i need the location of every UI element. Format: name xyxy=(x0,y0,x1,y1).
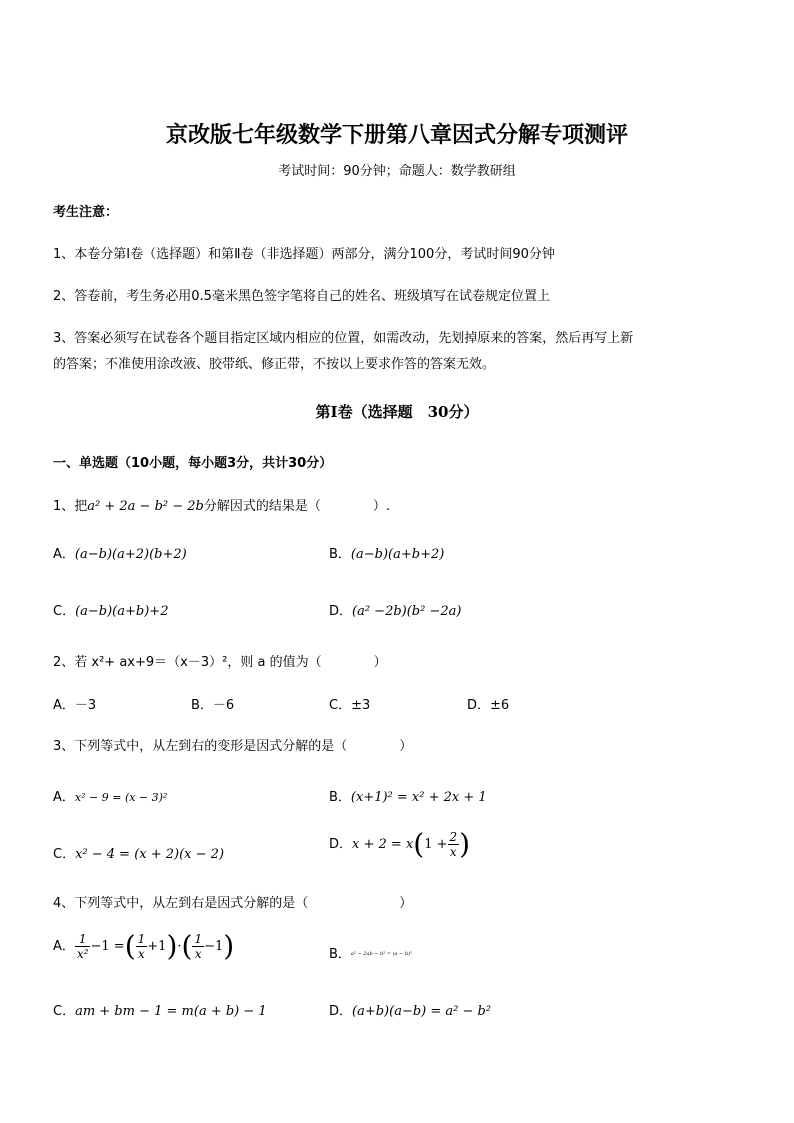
q3-option-c[interactable] xyxy=(53,843,224,862)
q4-option-b[interactable] xyxy=(329,943,412,962)
option-label: C． xyxy=(53,604,76,619)
denominator: x² xyxy=(76,947,89,961)
question-1-suffix: 分解因式的结果是（ ）. xyxy=(203,499,391,514)
option-label: C． xyxy=(53,847,76,862)
multiply-dot: · xyxy=(177,939,182,954)
option-label: B． xyxy=(329,947,351,962)
q2-option-c[interactable]: C．±3 xyxy=(329,698,371,713)
option-label: A． xyxy=(53,939,75,954)
fraction-one-over-x-squared xyxy=(75,932,91,961)
denominator: x xyxy=(449,845,457,859)
question-3: 3、下列等式中，从左到右的变形是因式分解的是（ ） xyxy=(53,739,413,754)
fraction-one-over-x xyxy=(136,932,148,961)
notice-item-1: 1、本卷分第Ⅰ卷（选择题）和第Ⅱ卷（非选择题）两部分，满分100分，考试时间90分钟 xyxy=(53,247,555,262)
q4-option-d[interactable] xyxy=(329,1000,491,1019)
part-heading: 一、单选题（10小题，每小题3分，共计30分） xyxy=(53,456,333,471)
left-paren: ( xyxy=(181,929,193,963)
option-label: B． xyxy=(329,790,351,805)
fraction-two-over-x xyxy=(448,830,460,859)
notice-heading: 考生注意： xyxy=(53,205,119,220)
numerator: 1 xyxy=(75,932,91,947)
option-expression-lhs: x + 2 = x xyxy=(352,837,414,852)
option-expression: (a+b)(a−b) = a² − b² xyxy=(352,1004,492,1019)
notice-item-2: 2、答卷前，考生务必用0.5毫米黑色签字笔将自己的姓名、班级填写在试卷规定位置上 xyxy=(53,289,550,304)
option-expression: am + bm − 1 = m(a + b) − 1 xyxy=(75,1004,267,1019)
numerator: 2 xyxy=(449,830,458,844)
option-label: D． xyxy=(329,1004,353,1019)
question-1-prefix: 1、把 xyxy=(53,499,88,514)
denominator: x xyxy=(138,947,145,961)
question-2: 2、若 x²+ ax+9＝（x－3）²，则 a 的值为（ ） xyxy=(53,655,387,670)
denominator: x xyxy=(194,947,202,961)
option-expression-one: 1 + xyxy=(424,837,448,852)
q1-option-d[interactable] xyxy=(329,600,461,619)
left-paren: ( xyxy=(413,827,425,861)
option-expression: a² − 2ab − b² = (a − b)² xyxy=(350,951,413,957)
q4-option-a[interactable] xyxy=(53,929,235,963)
q3-option-b[interactable] xyxy=(329,786,487,805)
option-expression: (a−b)(a+2)(b+2) xyxy=(74,547,187,562)
right-paren: ) xyxy=(223,929,235,963)
option-label: B． xyxy=(329,547,351,562)
q1-option-a[interactable] xyxy=(53,543,187,562)
notice-item-3-line-2: 的答案；不准使用涂改液、胶带纸、修正带，不按以上要求作答的答案无效。 xyxy=(53,357,496,372)
q3-option-d[interactable] xyxy=(329,827,471,861)
q4-option-c[interactable] xyxy=(53,1000,267,1019)
option-label: D． xyxy=(329,837,353,852)
option-label: D． xyxy=(329,604,353,619)
question-1 xyxy=(53,495,390,514)
question-4: 4、下列等式中，从左到右是因式分解的是（ ） xyxy=(53,896,413,911)
left-paren: ( xyxy=(124,929,136,963)
numerator: 1 xyxy=(137,932,146,946)
numerator: 1 xyxy=(194,932,203,946)
right-paren: ) xyxy=(459,827,471,861)
option-expression: (a² −2b)(b² −2a) xyxy=(352,604,462,619)
option-expression: (a−b)(a+b)+2 xyxy=(75,604,169,619)
exam-info: 考试时间：90分钟；命题人：数学教研组 xyxy=(278,164,516,179)
option-label: C． xyxy=(53,1004,76,1019)
q2-option-a[interactable]: A．－3 xyxy=(53,698,97,713)
page-title: 京改版七年级数学下册第八章因式分解专项测评 xyxy=(165,122,628,148)
option-label: A． xyxy=(53,790,75,805)
q3-option-a[interactable] xyxy=(53,786,167,805)
question-1-expression: a² + 2a − b² − 2b xyxy=(87,499,204,514)
option-expression: x² − 9 = (x − 3)² xyxy=(74,791,168,804)
fraction-one-over-x xyxy=(192,932,204,961)
option-expression: x² − 4 = (x + 2)(x − 2) xyxy=(75,847,225,862)
option-expression: (a−b)(a+b+2) xyxy=(350,547,445,562)
option-label: A． xyxy=(53,547,75,562)
q1-option-c[interactable] xyxy=(53,600,168,619)
option-expression-minus: −1 xyxy=(204,939,224,954)
option-expression-middle: −1 = xyxy=(90,939,125,954)
right-paren: ) xyxy=(166,929,178,963)
notice-item-3-line-1: 3、答案必须写在试卷各个题目指定区域内相应的位置，如需改动，先划掉原来的答案，然后再写上新 xyxy=(53,331,634,346)
section-title: 第Ⅰ卷（选择题 30分） xyxy=(315,403,479,421)
q2-option-d[interactable]: D．±6 xyxy=(467,698,510,713)
option-expression: (x+1)² = x² + 2x + 1 xyxy=(350,790,487,805)
q1-option-b[interactable] xyxy=(329,543,444,562)
q2-option-b[interactable]: B．－6 xyxy=(191,698,235,713)
option-expression-plus: +1 xyxy=(147,939,167,954)
